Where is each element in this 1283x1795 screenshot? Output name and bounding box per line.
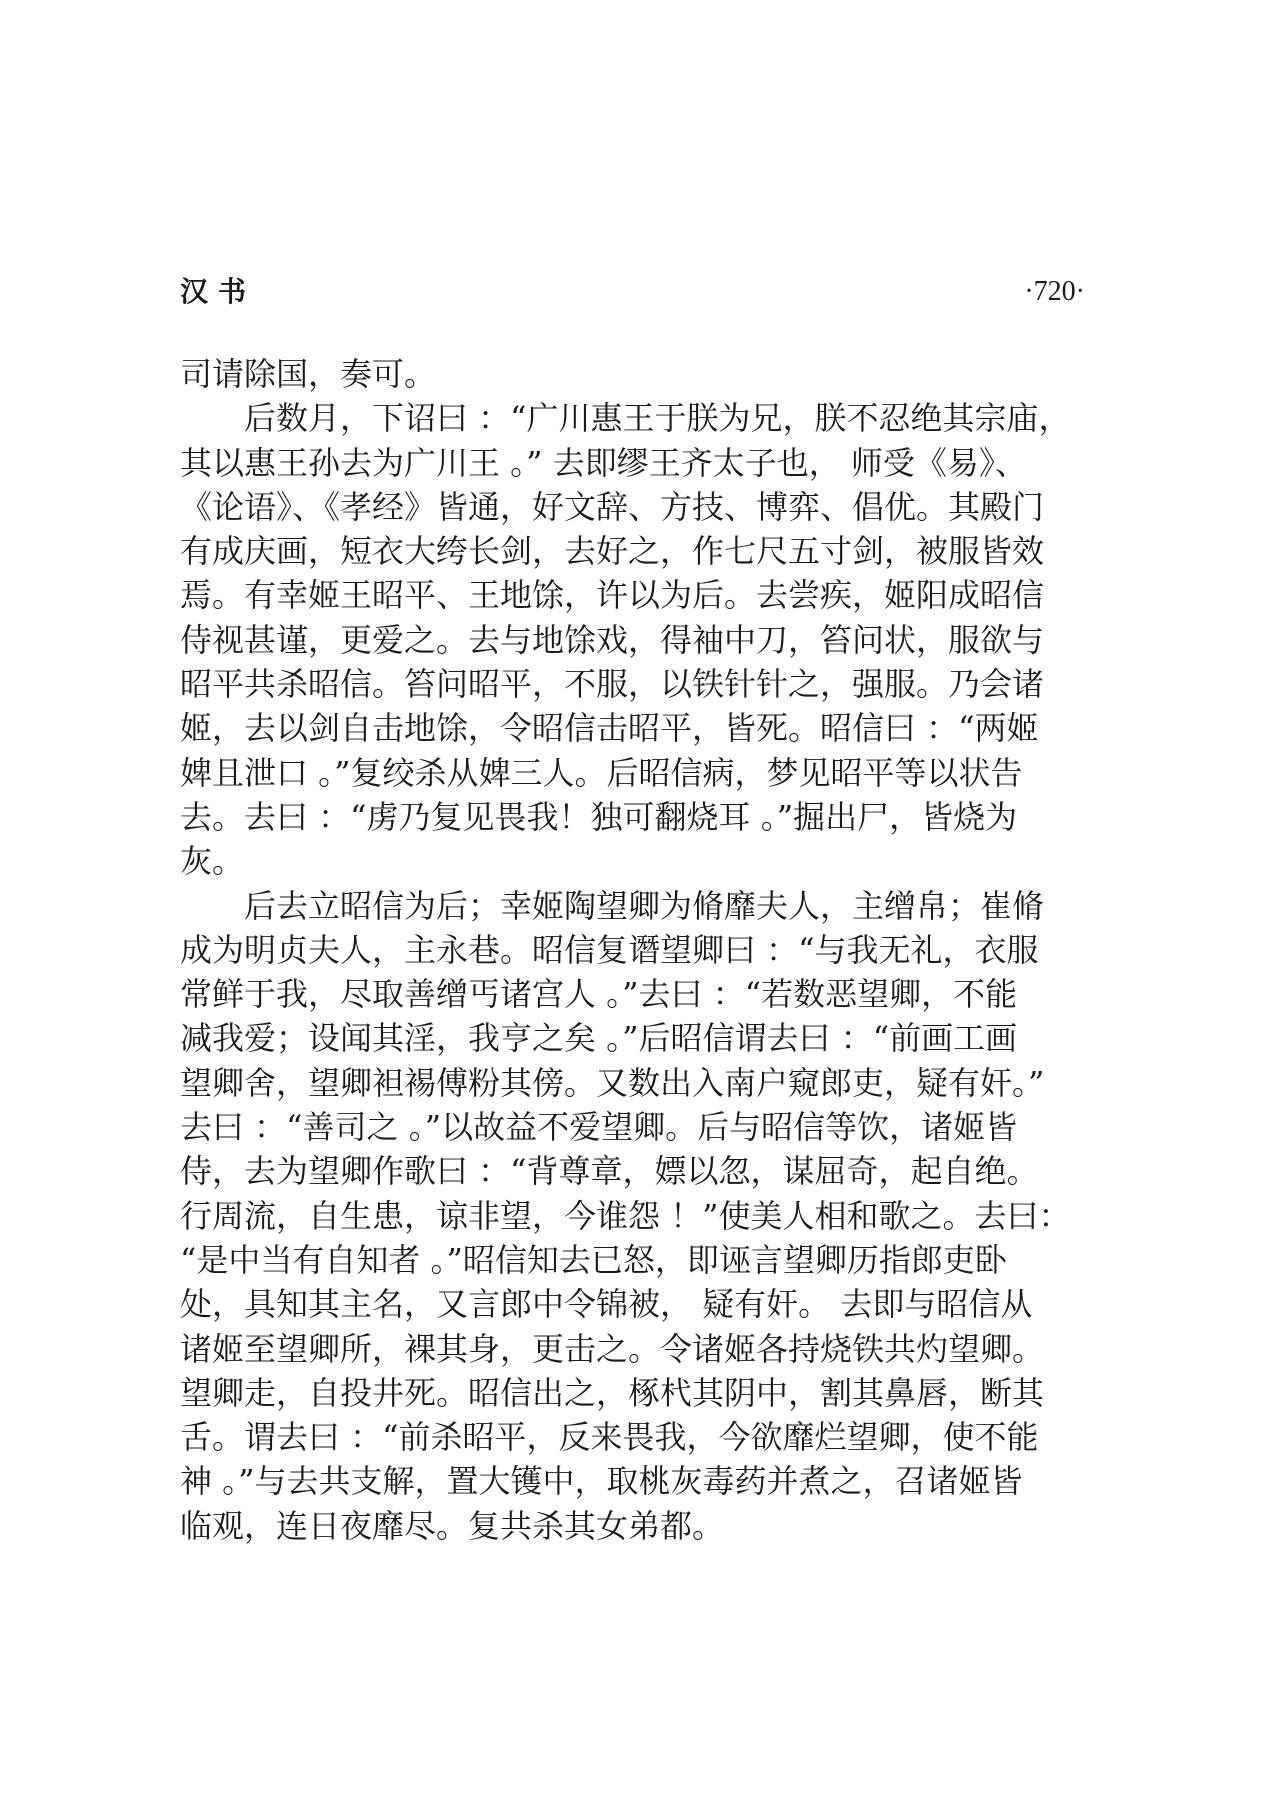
page-number: ·720· (1024, 276, 1085, 307)
running-header (180, 270, 1085, 314)
paragraph: 后数月，下诏曰 ：“广川惠王于朕为兄，朕不忍绝其宗庙， 其以惠王孙去为广川王 。” 去即缪王齐太子也， 师受《易》、 《论语》、《孝经》皆通，好文辞、方技、博弈、倡优。其殿门 有成庆画，短衣大绔长剑，去好之，作七尺五寸剑，被服皆效 焉。有幸姬王昭平、王地馀，许以为后。去尝疾，姬阳成昭信 侍视甚谨，更爱之。去与地馀戏，得袖中刀，笞问状，服欲与 昭平共杀昭信。笞问昭平，不服，以铁针针之，强服。乃会诸 姬，去以剑自击地馀，令昭信击昭平，皆死。昭信曰 ：“两姬 婢且泄口 。”复绞杀从婢三人。后昭信病，梦见昭平等以状告 去。去曰 ：“虏乃复见畏我！独可翻烧耳 。”掘出尸，皆烧为 灰。 (180, 399, 1071, 881)
paragraph-continuation: 司请除国，奏可。 (180, 355, 437, 393)
paragraph: 后去立昭信为后；幸姬陶望卿为脩靡夫人，主缯帛；崔脩 成为明贞夫人，主永巷。昭信复谮望卿曰 ：“与我无礼，衣服 常鲜于我，尽取善缯丐诸宫人 。”去曰 ：“若数恶望卿，不能 减我爱；设闻其淫，我亨之矣 。”后昭信谓去曰 ：“前画工画 望卿舍，望卿袒裼傅粉其傍。又数出入南户窥郎吏，疑有奸。” 去曰 ：“善司之 。”以故益不爱望卿。后与昭信等饮，诸姬皆 侍，去为望卿作歌曰 ：“背尊章，嫖以忽，谋屈奇，起自绝。 行周流，自生患，谅非望，今谁怨 ！”使美人相和歌之。去曰： “是中当有自知者 。”昭信知去已怒，即诬言望卿历指郎吏卧 处，具知其主名，又言郎中令锦被， 疑有奸。 去即与昭信从 诸姬至望卿所，裸其身，更击之。令诸姬各持烧铁共灼望卿。 望卿走，自投井死。昭信出之，椓杙其阴中，割其鼻唇，断其 舌。谓去曰 ：“前杀昭平，反来畏我，今欲靡烂望卿，使不能 神 。”与去共支解，置大镬中，取桃灰毒药并煮之，召诸姬皆 临观，连日夜靡尽。复共杀其女弟都。 (180, 886, 1071, 1545)
book-title: 汉书 (180, 275, 257, 308)
text-body (180, 352, 1085, 1548)
